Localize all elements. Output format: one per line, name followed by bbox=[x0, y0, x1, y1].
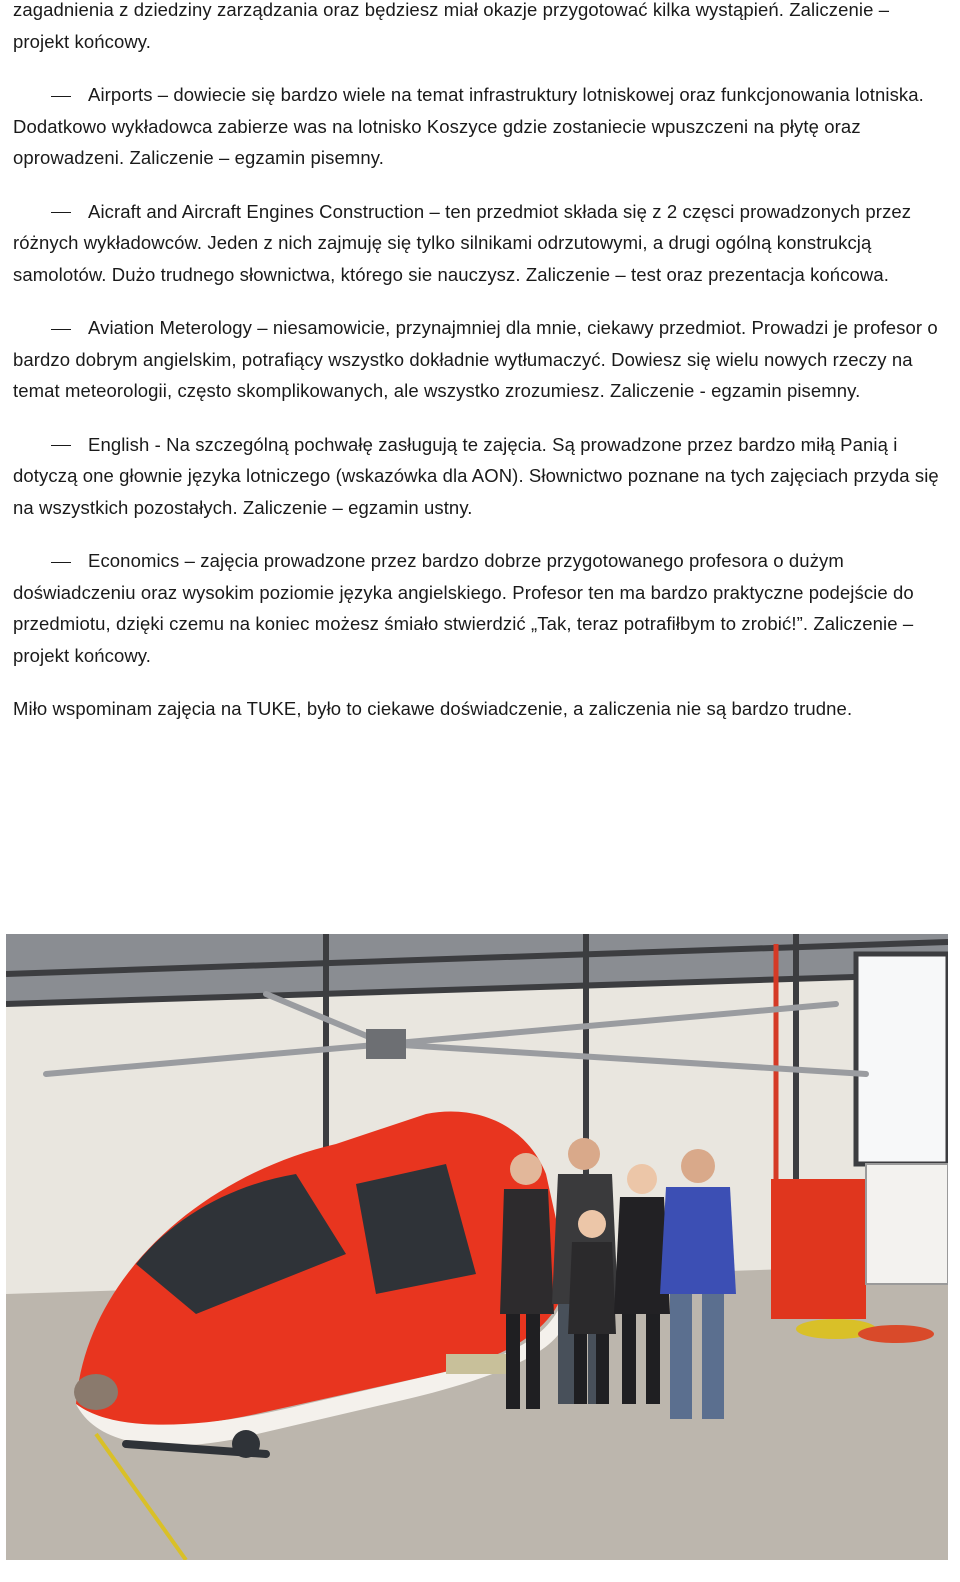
dash-bullet bbox=[13, 79, 88, 111]
hangar-helicopter-photo bbox=[6, 934, 948, 1560]
course-text: Aviation Meterology – niesamowicie, przynajmniej dla mnie, ciekawy przedmiot. Prowadzi je profesor o bardzo dobrym angielskim, potrafiący wszystko dokładnie wytłumaczyć. Dowiesz się wielu nowych rzeczy na temat meteorologii, często skomplikowanych, ale wszystko zrozumiesz. Zaliczenie - egzamin pisemny. bbox=[13, 317, 938, 401]
course-text: Aicraft and Aircraft Engines Construction – ten przedmiot składa się z 2 częsci prowadzonych przez różnych wykładowców. Jeden z nich zajmuję się tylko silnikami odrzutowymi, a drugi ogólną konstrukcją samolotów. Dużo trudnego słownictwa, którego sie nauczysz. Zaliczenie – test oraz prezentacja końcowa. bbox=[13, 200, 912, 285]
course-item-economics bbox=[13, 545, 948, 671]
course-item-english bbox=[13, 429, 948, 524]
course-item-meteorology bbox=[13, 312, 948, 407]
red-cabinet bbox=[771, 1179, 866, 1319]
course-item-aircraft-construction bbox=[13, 196, 948, 291]
dash-bullet bbox=[13, 545, 88, 577]
hangar-window bbox=[856, 954, 948, 1164]
course-item-airports bbox=[13, 79, 948, 174]
dash-bullet bbox=[13, 196, 88, 228]
document-body bbox=[13, 0, 948, 725]
course-text: Economics – zajęcia prowadzone przez bardzo dobrze przygotowanego profesora o dużym doświadczeniu oraz wysokim poziomie języka angielskiego. Profesor ten ma bardzo praktyczne podejście do przedmiotu, dzięki czemu na koniec możesz śmiało stwierdzić „Tak, teraz potrafiłbym to zrobić!”. Zaliczenie – projekt końcowy. bbox=[13, 550, 914, 666]
photo-illustration bbox=[6, 934, 948, 1560]
course-text: Airports – dowiecie się bardzo wiele na temat infrastruktury lotniskowej oraz funkcjonowania lotniska. Dodatkowo wykładowca zabierze was na lotnisko Koszyce gdzie zostaniecie wpuszczeni na płytę oraz oprowadzeni. Zaliczenie – egzamin pisemny. bbox=[13, 84, 924, 168]
dash-bullet bbox=[13, 429, 88, 461]
whiteboard bbox=[866, 1164, 948, 1284]
dash-bullet bbox=[13, 312, 88, 344]
closing-paragraph: Miło wspominam zajęcia na TUKE, było to ciekawe doświadczenie, a zaliczenia nie są bardzo trudne. bbox=[13, 698, 853, 719]
intro-paragraph: zagadnienia z dziedziny zarządzania oraz będziesz miał okazje przygotować kilka wystąpień. Zaliczenie – projekt końcowy. bbox=[13, 0, 890, 52]
course-text: English - Na szczególną pochwałę zasługują te zajęcia. Są prowadzone przez bardzo miłą Panią i dotyczą one głownie języka lotniczego (wskazówka dla AON). Słownictwo poznane na tych zajęciach przyda się na wszystkich pozostałych. Zaliczenie – egzamin ustny. bbox=[13, 433, 939, 518]
